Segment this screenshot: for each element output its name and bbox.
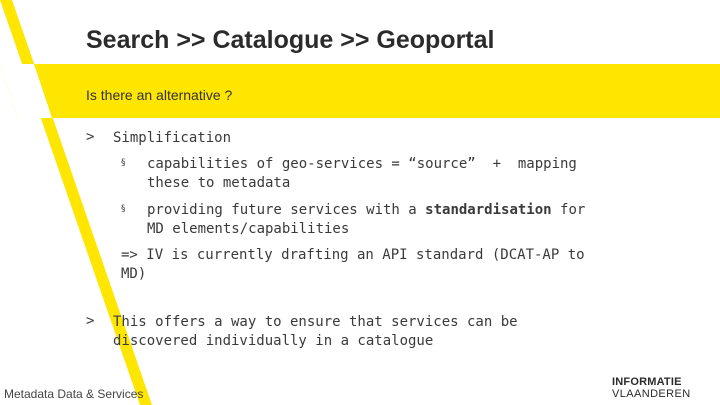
slide-subtitle: Is there an alternative ? xyxy=(86,87,233,103)
bullet-marker: > xyxy=(86,129,95,145)
slide-title: Search >> Catalogue >> Geoportal xyxy=(86,26,495,54)
bullet-simplification: Simplification xyxy=(113,130,232,146)
sub-bullet-standardisation-line1 xyxy=(147,201,585,220)
logo-line1: INFORMATIE xyxy=(612,376,682,388)
note-line2: MD) xyxy=(121,266,147,282)
bullet-marker: > xyxy=(86,313,95,329)
sub-bullet-standardisation-line2: MD elements/capabilities xyxy=(147,221,350,237)
sub-bullet-marker: § xyxy=(121,204,126,214)
sub-bullet-capabilities-line1: capabilities of geo-services = “source” + mapping xyxy=(147,156,577,172)
bullet-discovery-line1: This offers a way to ensure that services can be xyxy=(113,314,518,330)
note-line1: => IV is currently drafting an API standard (DCAT-AP to xyxy=(121,247,585,263)
text-segment: providing future services with a xyxy=(147,202,426,218)
bullet-discovery-line2: discovered individually in a catalogue xyxy=(113,333,434,349)
text-segment: for xyxy=(551,202,586,218)
logo-line2: VLAANDEREN xyxy=(612,388,691,400)
bold-term: standardisation xyxy=(425,202,552,218)
slide-footer: Metadata Data & Services xyxy=(4,387,144,401)
sub-bullet-marker: § xyxy=(121,158,126,168)
sub-bullet-capabilities-line2: these to metadata xyxy=(147,175,291,191)
informatie-vlaanderen-logo xyxy=(612,376,691,400)
